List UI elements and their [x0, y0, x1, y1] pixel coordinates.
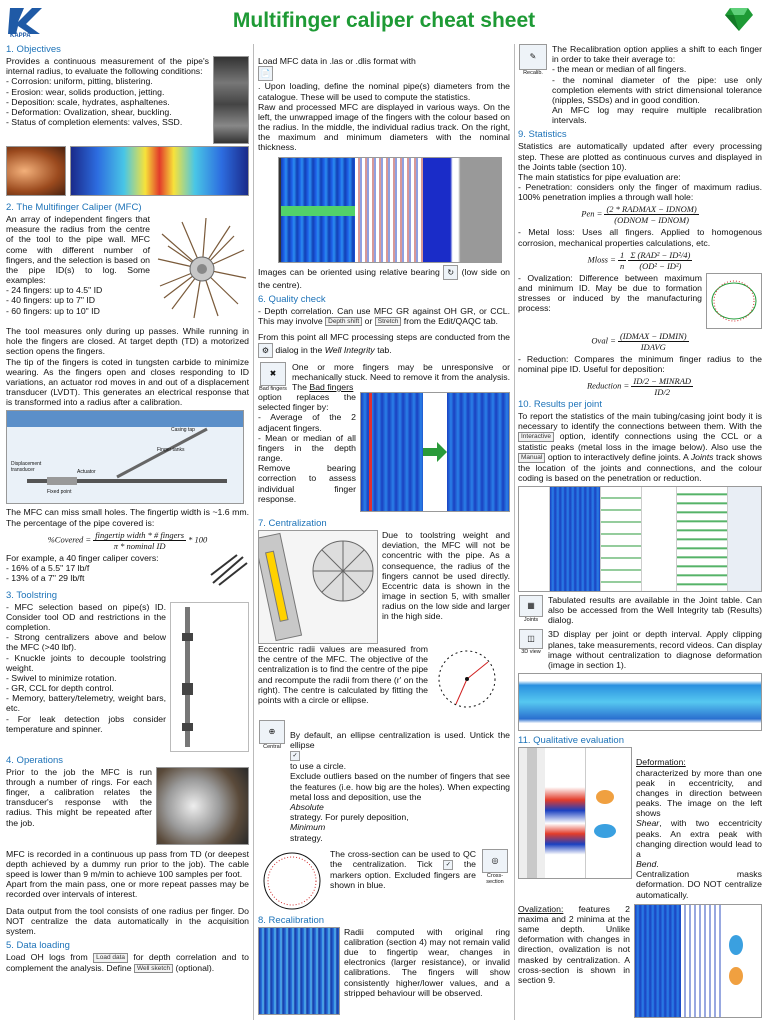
toolstring-diagram: [170, 602, 249, 752]
operations-output-text: Data output from the tool consists of one radius per finger. Do NOT centralize the data automatically in the acquisition system.: [6, 905, 249, 936]
data-loading-part: Load OH logs from: [6, 952, 88, 963]
joints-log-tracks: [518, 486, 762, 592]
well-integrity-dialog-icon[interactable]: ⚙: [258, 343, 273, 358]
coverage-formula: [6, 530, 249, 551]
reduction-text: - Reduction: Compares the minimum finger radius to the nominal pipe ID. Useful for deposition:: [518, 353, 762, 374]
bearing-text: [258, 265, 510, 290]
joints-table-button[interactable]: [518, 595, 544, 626]
cross-section-icon-label: Cross-section: [486, 872, 504, 885]
data-loading-part: Load MFC data in .las or .dlis format with: [258, 56, 416, 67]
joints-part: option to interactively define joints. A: [547, 452, 689, 463]
well-sketch-button[interactable]: Well sketch: [134, 964, 173, 974]
bad-fingers-part: One or more fingers may be unresponsive or mechanically stuck. Need to remove it from the analysis. The: [292, 361, 510, 392]
deformation-text: [636, 747, 762, 900]
central-part: Minimum: [290, 822, 326, 833]
formula-denominator: (ODNOM − IDNOM): [614, 215, 689, 226]
qc-part: From this point all MFC processing steps are conducted from the: [258, 332, 510, 343]
label-actuator: Actuator: [77, 469, 96, 476]
cross-part: The cross-section can be used to QC the centralization. Tick: [330, 848, 476, 869]
stretch-button[interactable]: Stretch: [375, 317, 402, 327]
section-title-centralization: 7. Centralization: [258, 518, 327, 530]
radius-track: [355, 158, 423, 262]
central-part: By default, an ellipse centralization is used. Untick the ellipse: [290, 730, 510, 751]
column-1: [6, 42, 249, 1020]
qc-part: - Depth correlation. Can use MFC GR against OH GR, or CCL. This may involve: [258, 305, 510, 326]
formula-denominator: IDAVG: [640, 341, 666, 352]
joints-part: track shows the location of the joints and connections, and the colour coding is based on the penetration or reduction.: [518, 452, 762, 483]
joints-part: To report the statistics of the main tubing/casing joint body it is necessary to identify the connections between them. With the: [518, 411, 762, 432]
bad-fingers-options: option replaces the selected finger by: - Average of the 2 adjacent fingers. - Mean or median of all fingers in the depth range. Remove bearing correction to assess individual finger response.: [258, 392, 356, 504]
3d-pipe-render: [70, 146, 249, 196]
ovalization-stat-text: - Ovalization: Difference between maximum and minimum ID. May be due to formation stresses or induced by the manufacturing process:: [518, 272, 702, 314]
central-part: to use a circle. Exclude outliers based on the number of fingers that see the features (i.e. how big are the holes). When expecting metal loss and deposition, use the: [290, 761, 510, 802]
qc-part: dialog in the: [275, 344, 323, 355]
header: [0, 0, 768, 42]
section-title-qualitative-evaluation: 11. Qualitative evaluation: [518, 735, 624, 747]
cross-part: the markers option. Excluded fingers are shown in blue.: [330, 858, 476, 890]
load-data-button[interactable]: Load data: [93, 953, 128, 963]
bearing-icon[interactable]: ↻: [443, 265, 458, 280]
interactive-button[interactable]: Interactive: [518, 432, 554, 442]
section-title-toolstring: 3. Toolstring: [6, 589, 58, 601]
bad-fingers-part: Bad fingers: [309, 381, 354, 392]
eccentric-tool-drawing: [259, 531, 377, 643]
formula-denominator: (OD² − ID²): [639, 260, 682, 271]
formula-numerator: Σ (RAD² − ID²/4): [630, 249, 691, 260]
cross-section-plot: [258, 849, 326, 913]
3d-view-icon-label: 3D view: [521, 649, 541, 656]
qc-part: from the Edit/QAQC tab.: [403, 315, 498, 326]
3d-view-button[interactable]: [518, 629, 544, 670]
deformation-part: Deformation:: [636, 757, 686, 768]
mfc-operation-text: The tool measures only during up passes. While running in hole the fingers are closed. At target depth (TD) a motorized section opens the fingers. The tip of the fingers is coted in tungsten carbide to minimize wearing. As the fingers open and closes responding to ID variations, an actuator rod moves in and out of a displacement transducer (LVDT). This generates an electrical response that is transformed into a radius after a calibration.: [6, 326, 249, 408]
label-casing-tap: Casing tap: [171, 427, 195, 434]
central-part: strategy. For purely deposition,: [290, 812, 409, 823]
joints-part: option, identify connections using the CCL or a statistic peaks (metal loss in the image below). Also use the: [518, 431, 762, 452]
emerald-gem-icon: [724, 6, 754, 32]
label-fixed-point: Fixed point: [47, 489, 72, 496]
diameter-track: [423, 158, 501, 262]
section-title-data-loading: 5. Data loading: [6, 940, 70, 952]
penetration-formula: [518, 204, 762, 225]
fingertip-photo: [209, 553, 249, 587]
bad-fingers-icon-label: Bad fingers: [259, 385, 287, 392]
ovalization-plot: [706, 273, 762, 329]
centre-fit-diagram: [432, 644, 502, 714]
coverage-examples: For example, a 40 finger caliper covers: - 16% of a 5.5" 17 lb/f - 13% of a 7" 29 lb/ft: [6, 552, 159, 584]
section-title-recalibration: 8. Recalibration: [258, 914, 325, 926]
operations-recording-text: MFC is recorded in a continuous up pass from TD (or deepest depth achieved by a dummy run prior to the job). The cable speed is lower than 9 m/min to achieve 100 samples per foot. Apart from the main pass, one or more repeat passes may be recorded over intervals of interest.: [6, 848, 249, 900]
qc-part: Well Integrity: [324, 344, 375, 355]
pipe-interior-photo: [6, 146, 66, 196]
bearing-part: Images can be oriented using relative bearing: [258, 266, 440, 277]
striped-radius-image: [258, 927, 340, 1015]
metal-loss-formula: [518, 250, 762, 271]
label-transducer: Displacement transducer: [11, 461, 42, 474]
ovalization-part: Ovalization:: [518, 903, 564, 914]
data-loading-text: [6, 952, 249, 973]
deformation-log-tracks: [518, 747, 632, 879]
recalibration-options: The Recalibration option applies a shift to each finger in order to take their average to: - the mean or median of all fingers. - the nominal diameter of the pipe: use only completion elements with strict dimensional tolerance (nipples, SSDs) and in good condition. An MFC log may require multiple recalibration intervals.: [552, 44, 762, 126]
3d-pipe-view: [518, 673, 762, 731]
ovalization-log-tracks: [634, 904, 762, 1018]
arrow-right-icon: [423, 442, 447, 462]
formula-lhs: Mloss =: [587, 254, 616, 265]
deformation-part: characterized by more than one peak in eccentricity, and changes in direction between peaks. The image on the left shows: [636, 767, 762, 819]
objectives-text: Provides a continuous measurement of the pipe's internal radius, to evaluate the following conditions: - Corrosion: uniform, pitting, blistering. - Erosion: wear, solids production, jetting. - Deposition: scale, hydrates, asphaltenes. - Deformation: Ovalization, shear, buckling. - Status of completion elements: valves, SSD.: [6, 56, 209, 128]
column-2: [258, 42, 510, 1020]
section-title-quality-check: 6. Quality check: [258, 293, 326, 305]
section-title-objectives: 1. Objectives: [6, 44, 61, 55]
formula-numerator: (IDMAX − IDMIN): [619, 330, 687, 341]
recalib-icon-label: Recalib.: [523, 70, 543, 76]
formula-lhs: Reduction =: [586, 380, 630, 391]
deformation-part: , with two eccentricity peaks. An extra peak with changing direction would lead to a: [636, 818, 762, 859]
table-icon: ▦: [519, 595, 543, 617]
recalibration-text: Radii computed with original ring calibration (section 4) may not remain valid due to fingertip wear, changes in electronics (larger resistance), or invalid calibrations. The fingers will show consistently higher/lower values, and a stripped behaviour will be observed.: [344, 926, 510, 998]
eccentric-tool-diagram: [258, 530, 378, 644]
recalib-button[interactable]: [518, 44, 548, 125]
formula-denominator: n: [619, 260, 625, 271]
page-title: Multifinger caliper cheat sheet: [232, 9, 536, 32]
bad-fingers-icon: ✖: [260, 362, 286, 386]
label-finger-tanks: Finger tanks: [157, 447, 185, 454]
manual-button[interactable]: Manual: [518, 453, 545, 463]
operations-calibration-text: Prior to the job the MFC is run through a number of rings. For each finger, a calibration relates the transducer's response with the radius. This might be repeated after the job.: [6, 766, 152, 828]
before-image: [361, 393, 423, 511]
column-3: [518, 42, 762, 1020]
logo-text: KAPPA: [10, 33, 31, 39]
column-divider: [253, 44, 254, 1020]
finger-mechanism-diagram: [6, 410, 244, 504]
central-button[interactable]: [258, 720, 286, 843]
cross-section-icon: ◎: [482, 849, 508, 873]
joints-part: Joints: [690, 452, 714, 463]
markers-checkbox[interactable]: ✓: [443, 860, 453, 870]
metal-loss-text: - Metal loss: Uses all fingers. Applied to homogenous corrosion, mechanical properties calculations, etc.: [518, 227, 762, 248]
data-loading-part: for depth correlation and to complement the analysis. Define: [6, 952, 249, 973]
bad-fingers-intro: [292, 362, 510, 393]
load-file-icon[interactable]: 📄: [258, 66, 273, 81]
cross-section-text: [330, 849, 476, 913]
data-loading-cont: [258, 46, 510, 153]
3d-display-text: 3D display per joint or depth interval. Apply clipping planes, take measurements, record videos. Can display image without centralization to diagnose deformation (image in section 1).: [548, 629, 762, 670]
formula-numerator: ID/2 − MINRAD: [633, 376, 692, 387]
section-title-statistics: 9. Statistics: [518, 129, 567, 141]
recalibration-icon: ✎: [519, 44, 547, 70]
formula-lhs: %Covered =: [47, 534, 92, 545]
centralization-objective: Eccentric radii values are measured from the centre of the MFC. The objective of the centralization is to find the centre of the pipe and recompute the radii from there (r' on the right). The centre is calculated by fitting the points with a circle or ellipse.: [258, 644, 428, 705]
joints-text: [518, 411, 762, 483]
calibration-ring-photo: [156, 767, 249, 845]
corroded-pipe-photo: [213, 56, 249, 144]
formula-denominator: π * nominal ID: [113, 540, 166, 551]
deformation-part: . Centralization masks deformation. DO NOT centralize automatically.: [636, 859, 762, 900]
processing-dialog-text: [258, 332, 510, 357]
central-part: strategy.: [290, 832, 323, 843]
central-part: Absolute: [290, 801, 324, 812]
qc-part: or: [364, 315, 373, 326]
formula-lhs: Oval =: [591, 335, 616, 346]
after-image: [447, 393, 509, 511]
mfc-intro-text: An array of independent fingers that measure the radius from the centre of the tool to the pipe wall. MFC come with different number of fingers, and the selection is based on the pipe ID(s) to log. Some examples: - 24 fingers: up to 4.5" ID - 40 fingers: up to 7" ID - 60 fingers: up to 10" ID: [6, 214, 150, 316]
formula-numerator: (2 * RADMAX − IDNOM): [606, 204, 697, 215]
joint-table-text: Tabulated results are available in the Joint table. Can also be accessed from the Well Integrity tab (Results) dialog.: [548, 594, 762, 626]
central-icon-label: Central: [263, 744, 281, 751]
formula-lhs: Pen =: [581, 208, 603, 219]
column-divider: [514, 44, 515, 1020]
deformation-part: Bend: [636, 859, 657, 870]
finger-mechanism-drawing: [7, 411, 243, 503]
deformation-part: Shear: [636, 818, 660, 829]
caliper-fingers-photo: [154, 214, 249, 324]
section-title-results-per-joint: 10. Results per joint: [518, 399, 602, 411]
centralize-icon: ⊕: [259, 720, 285, 744]
cross-section-button[interactable]: [480, 849, 510, 913]
3d-view-icon: ◫: [519, 629, 543, 649]
statistics-intro: Statistics are automatically updated after every processing step. These are plotted as continuous curves and displayed in the Joints table (section 10). The main statistics for pipe evaluation are: - Penetration: considers only the finger of maximum radius. 100% penetration implies a through wall hole:: [518, 141, 762, 203]
formula-denominator: ID/2: [654, 387, 671, 398]
quality-check-text: [258, 306, 510, 327]
reduction-formula: [518, 376, 762, 397]
qc-part: tab.: [377, 344, 392, 355]
coverage-text: The MFC can miss small holes. The fingertip width is ~1.6 mm. The percentage of the pipe covered is:: [6, 507, 249, 528]
unwrapped-image-track: [281, 158, 355, 262]
ovalization-part: features 2 maxima and 2 minima at the same depth. Unlike deformation with changes in direction, ovalization is not masked by centralization. A cross-section is shown in section 9.: [518, 903, 630, 985]
depth-shift-button[interactable]: Depth shift: [325, 317, 362, 327]
ovalization-formula: [518, 331, 762, 352]
section-title-operations: 4. Operations: [6, 754, 64, 766]
ellipse-checkbox[interactable]: ✓: [290, 751, 300, 761]
data-loading-part: . Upon loading, define the nominal pipe(s) diameters from the catalogue. These will be used to compute the statistics. Raw and processed MFC are displayed in various ways. On the left, the unwrapped image of the fingers with the colour based on the radius. In the middle, the individual radius track. On the right, the maximum and minimum diameters with the nominal thickness.: [258, 81, 510, 153]
toolstring-text: - MFC selection based on pipe(s) ID. Consider tool OD and restrictions in the completion. - Strong centralizers above and below the MFC (>40 lbf). - Knuckle joints to decouple toolstring weight. - Swivel to minimize rotation. - GR, CCL for depth control. - Memory, battery/telemetry, weight bars, etc. - For leak detection jobs consider temperature and spinner.: [6, 601, 166, 734]
ovalization-text: [518, 904, 630, 1018]
formula-tail: * 100: [188, 534, 208, 545]
bad-fingers-button[interactable]: [258, 362, 288, 393]
mfc-log-tracks: [278, 157, 502, 263]
centralization-options: [290, 720, 510, 843]
joints-icon-label: Joints: [523, 616, 539, 623]
centralization-intro: Due to toolstring weight and deviation, the MFC will not be concentric with the pipe. As a consequence, the radius of the fingers cannot be used directly. Eccentric data is shown in the image in section 5, with smaller radius on the low side and larger in the high side.: [382, 530, 510, 622]
formula-numerator: fingertip width * # fingers: [95, 529, 185, 540]
data-loading-part: (optional).: [175, 962, 215, 973]
section-title-mfc: 2. The Multifinger Caliper (MFC): [6, 202, 142, 213]
bad-fingers-comparison: [360, 392, 510, 512]
bearing-part: (low side on the centre).: [258, 266, 510, 290]
formula-numerator: 1: [619, 249, 625, 260]
